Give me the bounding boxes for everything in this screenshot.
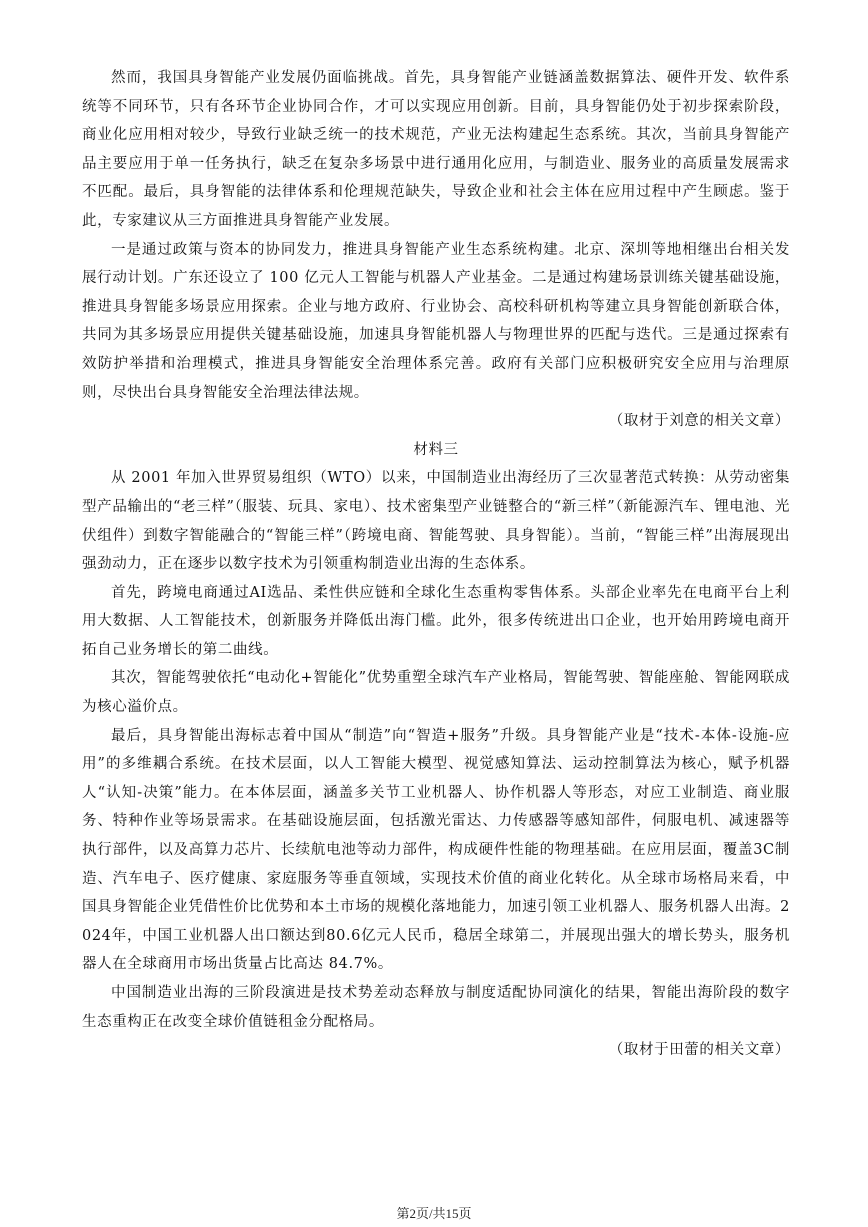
paragraph-conclusion: 中国制造业出海的三阶段演进是技术势差动态释放与制度适配协同演化的结果，智能出海阶段的数字生态重构正在改变全球价值链租金分配格局。 (82, 985, 790, 1030)
document-body (82, 64, 790, 1065)
source-citation-tian: （取材于田蕾的相关文章） (608, 1042, 790, 1059)
paragraph-smart-driving: 其次，智能驾驶依托“电动化+智能化”优势重塑全球汽车产业格局，智能驾驶、智能座舱、智能网联成为核心溢价点。 (82, 670, 790, 716)
paragraph-embodied-intelligence: 最后，具身智能出海标志着中国从“制造”向“智造+服务”升级。具身智能产业是“技术-本体-设施-应用”的多维耦合系统。在技术层面，以人工智能大模型、视觉感知算法、运动控制算法为核心，赋予机器人“认知-决策”能力。在本体层面，涵盖多关节工业机器人、协作机器人等形态，对应工业制造、商业服务、特种作业等场景需求。在基础设施层面，包括激光雷达、力传感器等感知部件，伺服电机、减速器等执行部件，以及高算力芯片、长续航电池等动力部件，构成硬件性能的物理基础。在应用层面，覆盖3C制造、汽车电子、医疗健康、家庭服务等垂直领域，实现技术价值的商业化转化。从全球市场格局来看，中国具身智能企业凭借性价比优势和本土市场的规模化落地能力，加速引领工业机器人、服务机器人出海。2024年，中国工业机器人出口额达到80.6亿元人民币，稳居全球第二，并展现出强大的增长势头，服务机器人在全球商用市场出货量占比高达 84.7%。 (82, 727, 790, 973)
page-number-footer: 第2页/共15页 (396, 1206, 472, 1221)
section-title-material-three: 材料三 (413, 441, 459, 458)
source-citation-liu: （取材于刘意的相关文章） (608, 413, 790, 430)
paragraph-challenges: 然而，我国具身智能产业发展仍面临挑战。首先，具身智能产业链涵盖数据算法、硬件开发、软件系统等不同环节，只有各环节企业协同合作，才可以实现应用创新。目前，具身智能仍处于初步探索阶段，商业化应用相对较少，导致行业缺乏统一的技术规范，产业无法构建起生态系统。其次，当前具身智能产品主要应用于单一任务执行，缺乏在复杂多场景中进行通用化应用，与制造业、服务业的高质量发展需求不匹配。最后，具身智能的法律体系和伦理规范缺失，导致企业和社会主体在应用过程中产生顾虑。鉴于此，专家建议从三方面推进具身智能产业发展。 (82, 70, 790, 229)
paragraph-three-measures: 一是通过政策与资本的协同发力，推进具身智能产业生态系统构建。北京、深圳等地相继出台相关发展行动计划。广东还设立了 100 亿元人工智能与机器人产业基金。二是通过构建场景训练关键基础设施，推进具身智能多场景应用探索。企业与地方政府、行业协会、高校科研机构等建立具身智能创新联合体，共同为其多场景应用提供关键基础设施，加速具身智能机器人与物理世界的匹配与迭代。三是通过探索有效防护举措和治理模式，推进具身智能安全治理体系完善。政府有关部门应积极研究安全应用与治理原则，尽快出台具身智能安全治理法律法规。 (82, 241, 790, 401)
paragraph-wto-history: 从 2001 年加入世界贸易组织（WTO）以来，中国制造业出海经历了三次显著范式转换：从劳动密集型产品输出的“老三样”（服装、玩具、家电）、技术密集型产业链整合的“新三样”（新能源汽车、锂电池、光伏组件）到数字智能融合的“智能三样”（跨境电商、智能驾驶、具身智能）。当前，“智能三样”出海展现出强劲动力，正在逐步以数字技术为引领重构制造业出海的生态体系。 (82, 470, 790, 573)
paragraph-cross-border-ecommerce: 首先，跨境电商通过AI选品、柔性供应链和全球化生态重构零售体系。头部企业率先在电商平台上利用大数据、人工智能技术，创新服务并降低出海门槛。此外，很多传统进出口企业，也开始用跨境电商开拓自己业务增长的第二曲线。 (82, 584, 790, 658)
